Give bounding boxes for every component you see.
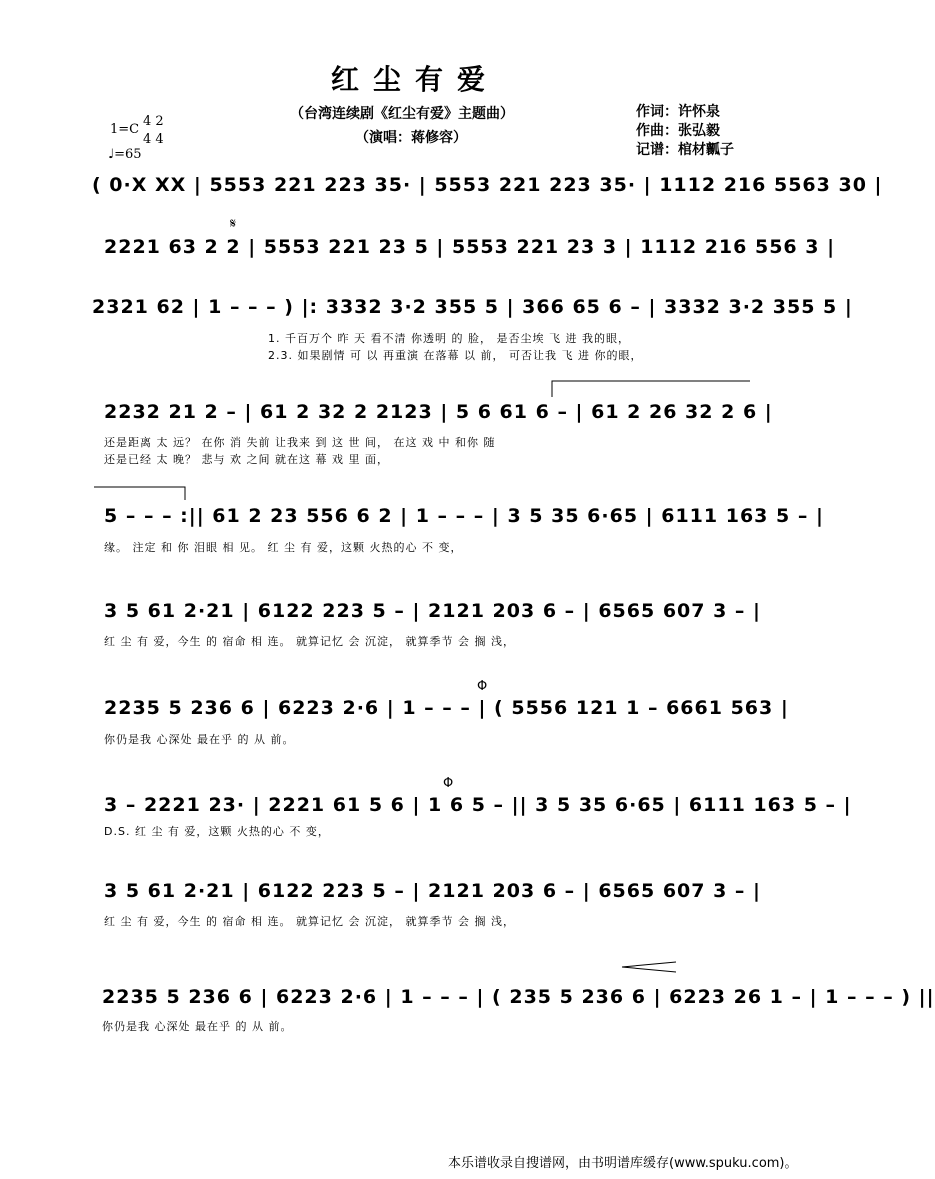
meter-top: 4 2 [143,114,164,129]
segno-icon: 𝄋 [230,216,237,232]
lyric-line: 红 尘 有 爱，今生 的 宿命 相 连。 就算记忆 会 沉淀， 就算季节 会 搁 浅， [104,915,515,928]
lyric-line: 还是距离 太 远？ 在你 消 失前 让我来 到 这 世 间， 在这 戏 中 和你 随 [104,436,496,449]
lyric-line: D.S. 红 尘 有 爱，这颗 火热的心 不 变， [104,825,330,838]
lyric-line: 2.3. 如果剧情 可 以 再重演 在落幕 以 前， 可否让我 飞 进 你的眼， [268,349,643,362]
notation-row: ( 0·X XX | 5553 221 223 35· | 5553 221 223 35· | 1112 216 5563 30 | [92,174,883,196]
lyric-line: 红 尘 有 爱，今生 的 宿命 相 连。 就算记忆 会 沉淀， 就算季节 会 搁 浅， [104,635,515,648]
notation-row: 2235 5 236 6 | 6223 2·6 | 1 – – – | ( 235 5 236 6 | 6223 26 1 – | 1 – – – ) || [102,986,935,1008]
lyricist-credit: 作词：许怀泉 [636,104,720,120]
source-footer: 本乐谱收录自搜谱网，由书明谱库缓存(www.spuku.com)。 [448,1156,798,1171]
notation-row: 2221 63 2 2 | 5553 221 23 5 | 5553 221 23 3 | 1112 216 556 3 | [104,236,836,258]
volta-bracket [94,487,185,500]
lyric-line: 还是已经 太 晚？ 悲与 欢 之间 就在这 幕 戏 里 面， [104,453,389,466]
singer-credit: （演唱：蒋修容） [355,130,467,146]
coda-icon: Φ [443,776,454,791]
lyric-line: 缘。 注定 和 你 泪眼 相 见。 红 尘 有 爱，这颗 火热的心 不 变， [104,541,463,554]
song-subtitle: （台湾连续剧《红尘有爱》主题曲） [290,106,514,122]
volta-bracket [552,381,750,397]
lyric-line: 你仍是我 心深处 最在乎 的 从 前。 [104,733,295,746]
notation-row: 3 5 61 2·21 | 6122 223 5 – | 2121 203 6 – | 6565 607 3 – | [104,600,761,622]
tempo-value: =65 [114,147,142,162]
lyric-line: 1. 千百万个 昨 天 看不清 你透明 的 脸， 是否尘埃 飞 进 我的眼， [268,332,630,345]
key-signature: 1=C [110,122,140,137]
notation-row: 2232 21 2 – | 61 2 32 2 2123 | 5 6 61 6 – | 61 2 26 32 2 6 | [104,401,773,423]
composer-credit: 作曲：张弘毅 [636,123,720,139]
notation-row: 2235 5 236 6 | 6223 2·6 | 1 – – – | ( 5556 121 1 – 6661 563 | [104,697,789,719]
notation-row: 3 5 61 2·21 | 6122 223 5 – | 2121 203 6 – | 6565 607 3 – | [104,880,761,902]
notation-row: 5 – – – :|| 61 2 23 556 6 2 | 1 – – – | 3 5 35 6·65 | 6111 163 5 – | [104,505,824,527]
notation-row: 3 – 2221 23· | 2221 61 5 6 | 1 6 5 – || 3 5 35 6·65 | 6111 163 5 – | [104,794,852,816]
decrescendo-hairpin [622,962,676,972]
quarter-note-icon: ♩ [108,147,115,162]
meter-bottom: 4 4 [143,132,164,147]
lyric-line: 你仍是我 心深处 最在乎 的 从 前。 [102,1020,293,1033]
coda-icon: Φ [477,679,488,694]
song-title: 红尘有爱 [330,63,499,96]
notation-row: 2321 62 | 1 – – – ) |: 3332 3·2 355 5 | 366 65 6 – | 3332 3·2 355 5 | [92,296,853,318]
transcriber-credit: 记谱：棺材瓤子 [636,142,734,158]
